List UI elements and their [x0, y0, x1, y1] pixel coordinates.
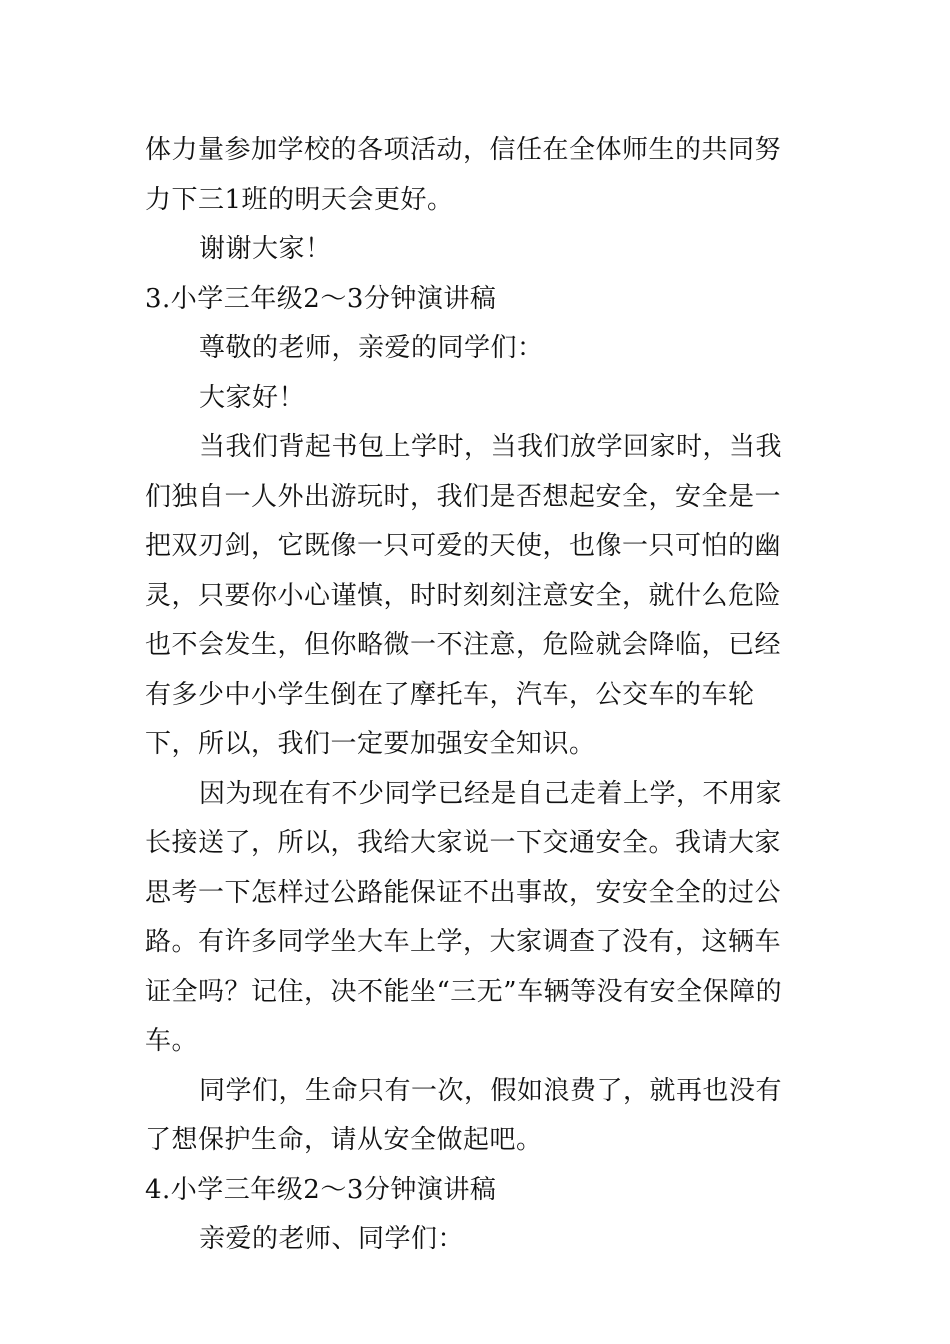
paragraph-conclusion: 同学们，生命只有一次，假如浪费了，就再也没有了想保护生命，请从安全做起吧。	[145, 1075, 783, 1155]
section-heading-4: 4.小学三年级2～3分钟演讲稿	[145, 1174, 497, 1205]
paragraph-continuation: 体力量参加学校的各项活动，信任在全体师生的共同努力下三1班的明天会更好。	[145, 135, 782, 215]
section-heading-3: 3.小学三年级2～3分钟演讲稿	[145, 283, 497, 314]
document-body	[145, 126, 805, 1265]
paragraph-salutation: 尊敬的老师，亲爱的同学们：	[199, 333, 544, 363]
paragraph-salutation-2: 亲爱的老师、同学们：	[199, 1224, 465, 1254]
paragraph-traffic-safety: 因为现在有不少同学已经是自己走着上学，不用家长接送了，所以，我给大家说一下交通安全。我请大家思考一下怎样过公路能保证不出事故，安安全全的过公路。有许多同学坐大车上学，大家调查了没有，这辆车证全吗？记住，决不能坐“三无”车辆等没有安全保障的车。	[145, 778, 783, 1056]
paragraph-safety-intro: 当我们背起书包上学时，当我们放学回家时，当我们独自一人外出游玩时，我们是否想起安全，安全是一把双刃剑，它既像一只可爱的天使，也像一只可怕的幽灵，只要你小心谨慎，时时刻刻注意安全，就什么危险也不会发生，但你略微一不注意，危险就会降临，已经有多少中小学生倒在了摩托车，汽车，公交车的车轮下，所以，我们一定要加强安全知识。	[145, 432, 783, 759]
paragraph-thanks: 谢谢大家！	[199, 234, 332, 264]
paragraph-greeting: 大家好！	[199, 382, 306, 413]
